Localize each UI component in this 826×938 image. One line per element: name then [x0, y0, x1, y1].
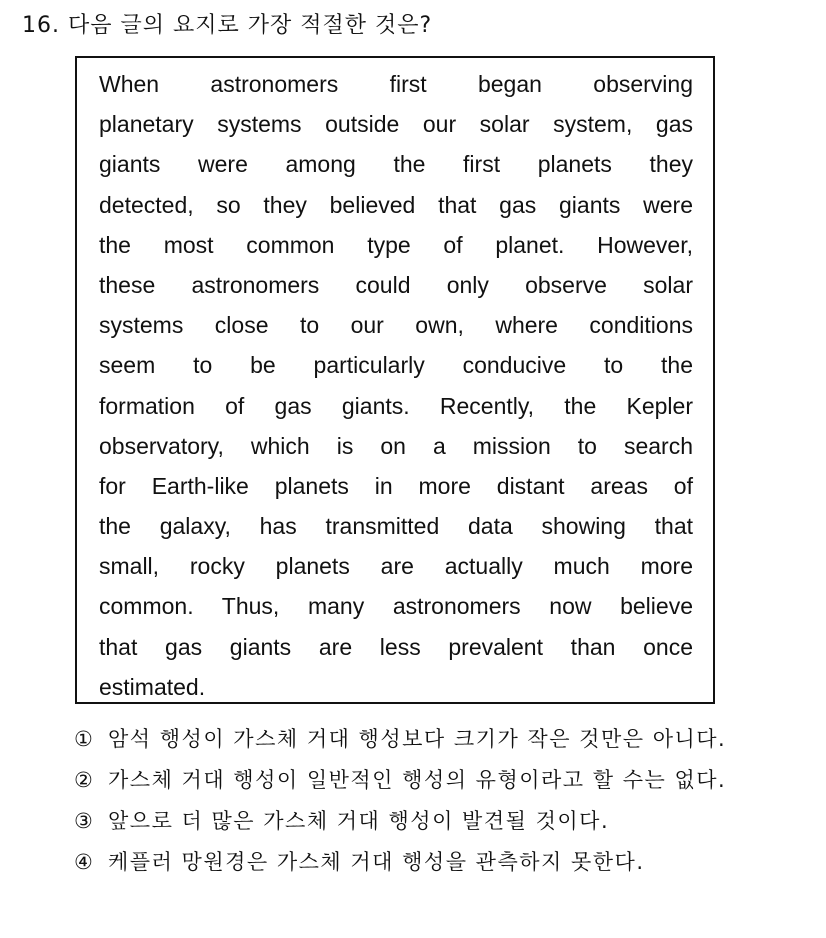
choice-number: ③: [74, 809, 95, 833]
choice-number: ①: [74, 727, 95, 751]
passage-line: observatory, which is on a mission to search: [99, 432, 693, 459]
choice-2[interactable]: [74, 765, 754, 796]
passage-line: for Earth-like planets in more distant areas of: [99, 472, 693, 499]
passage-line: formation of gas giants. Recently, the Kepler: [99, 392, 693, 419]
question-prompt: 다음 글의 요지로 가장 적절한 것은?: [68, 13, 433, 38]
passage-line: these astronomers could only observe solar: [99, 271, 693, 298]
choice-4[interactable]: [74, 847, 754, 878]
passage-line: seem to be particularly conducive to the: [99, 352, 693, 379]
passage-text: [99, 64, 693, 707]
passage-line: common. Thus, many astronomers now believe: [99, 593, 693, 620]
question-header: [22, 8, 432, 39]
choice-text: 암석 행성이 가스체 거대 행성보다 크기가 작은 것만은 아니다.: [108, 727, 727, 751]
passage-box: [75, 56, 715, 704]
passage-line: small, rocky planets are actually much more: [99, 553, 693, 580]
choice-text: 케플러 망원경은 가스체 거대 행성을 관측하지 못한다.: [108, 850, 645, 874]
choice-text: 앞으로 더 많은 가스체 거대 행성이 발견될 것이다.: [108, 809, 610, 833]
passage-line: giants were among the first planets they: [99, 151, 693, 178]
question-number: 16.: [22, 13, 60, 38]
choice-number: ②: [74, 768, 95, 792]
passage-line: the galaxy, has transmitted data showing that: [99, 513, 693, 540]
passage-line: detected, so they believed that gas giants were: [99, 191, 693, 218]
passage-line: the most common type of planet. However,: [99, 231, 693, 258]
passage-line: systems close to our own, where conditions: [99, 312, 693, 339]
choice-text: 가스체 거대 행성이 일반적인 행성의 유형이라고 할 수는 없다.: [108, 768, 727, 792]
passage-line: When astronomers first began observing: [99, 71, 693, 97]
passage-line: planetary systems outside our solar system, gas: [99, 111, 693, 138]
choice-number: ④: [74, 850, 95, 874]
passage-line: that gas giants are less prevalent than once: [99, 633, 693, 660]
choice-3[interactable]: [74, 806, 754, 837]
answer-choices: [74, 724, 754, 888]
choice-1[interactable]: [74, 724, 754, 755]
passage-line: estimated.: [99, 673, 206, 700]
